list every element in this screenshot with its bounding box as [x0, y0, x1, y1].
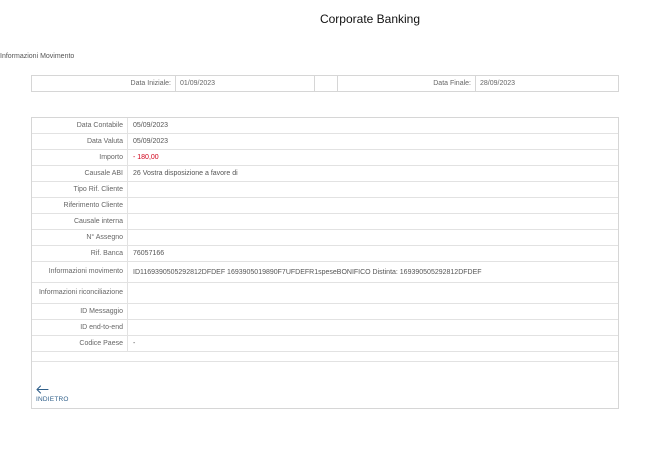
- table-row-empty: [32, 352, 618, 362]
- start-date-value: 01/09/2023: [176, 76, 315, 91]
- table-row: [32, 134, 618, 150]
- row-value: ID1169390505292812DFDEF 1693905019890F7UFDEFR1speseBONIFICO Distinta: 169390505292812DFDEF: [133, 268, 482, 276]
- start-date-label: Data Iniziale:: [32, 76, 176, 91]
- row-label: Codice Paese: [32, 336, 128, 351]
- row-label: ID Messaggio: [32, 304, 128, 319]
- row-value: 05/09/2023: [133, 138, 169, 145]
- table-row: [32, 246, 618, 262]
- row-label: Rif. Banca: [32, 246, 128, 261]
- row-label: Importo: [32, 150, 128, 165]
- row-label: Riferimento Cliente: [32, 198, 128, 213]
- row-label: Causale interna: [32, 214, 128, 229]
- table-row: [32, 304, 618, 320]
- table-row: [32, 283, 618, 304]
- table-row: [32, 262, 618, 283]
- table-row: [32, 118, 618, 134]
- row-value: [128, 320, 133, 335]
- row-label: Informazioni riconciliazione: [32, 283, 128, 303]
- row-value: [128, 283, 133, 303]
- row-value: 05/09/2023: [133, 122, 169, 129]
- row-value: [128, 198, 133, 213]
- end-date-value: 28/09/2023: [480, 80, 516, 87]
- row-value: [128, 214, 133, 229]
- table-row: [32, 198, 618, 214]
- section-title: Informazioni Movimento: [0, 53, 75, 60]
- end-date-label: Data Finale:: [338, 76, 476, 91]
- table-row: [32, 182, 618, 198]
- table-row: [32, 320, 618, 336]
- row-value: [128, 182, 133, 197]
- row-label: N° Assegno: [32, 230, 128, 245]
- row-label: Data Contabile: [32, 118, 128, 133]
- table-row: [32, 336, 618, 352]
- row-value: [128, 230, 133, 245]
- app-title: Corporate Banking: [319, 12, 421, 26]
- row-label: ID end-to-end: [32, 320, 128, 335]
- table-row: [32, 214, 618, 230]
- table-row: [32, 230, 618, 246]
- row-label: Informazioni movimento: [32, 262, 128, 282]
- row-label: Causale ABI: [32, 166, 128, 181]
- row-value: -: [133, 340, 136, 347]
- date-range: [31, 75, 619, 92]
- back-button-label: INDIETRO: [36, 396, 69, 403]
- row-label: Tipo Rif. Cliente: [32, 182, 128, 197]
- row-label: Data Valuta: [32, 134, 128, 149]
- table-row: [32, 166, 618, 182]
- table-row: [32, 150, 618, 166]
- date-separator: [315, 76, 338, 91]
- row-value: 26 Vostra disposizione a favore di: [133, 170, 238, 177]
- arrow-left-icon: [36, 385, 49, 394]
- back-button[interactable]: [36, 385, 69, 403]
- row-value: 76057166: [133, 250, 165, 257]
- movement-detail-table: [31, 117, 619, 409]
- amount-value: - 180,00: [133, 154, 159, 161]
- row-value: [128, 304, 133, 319]
